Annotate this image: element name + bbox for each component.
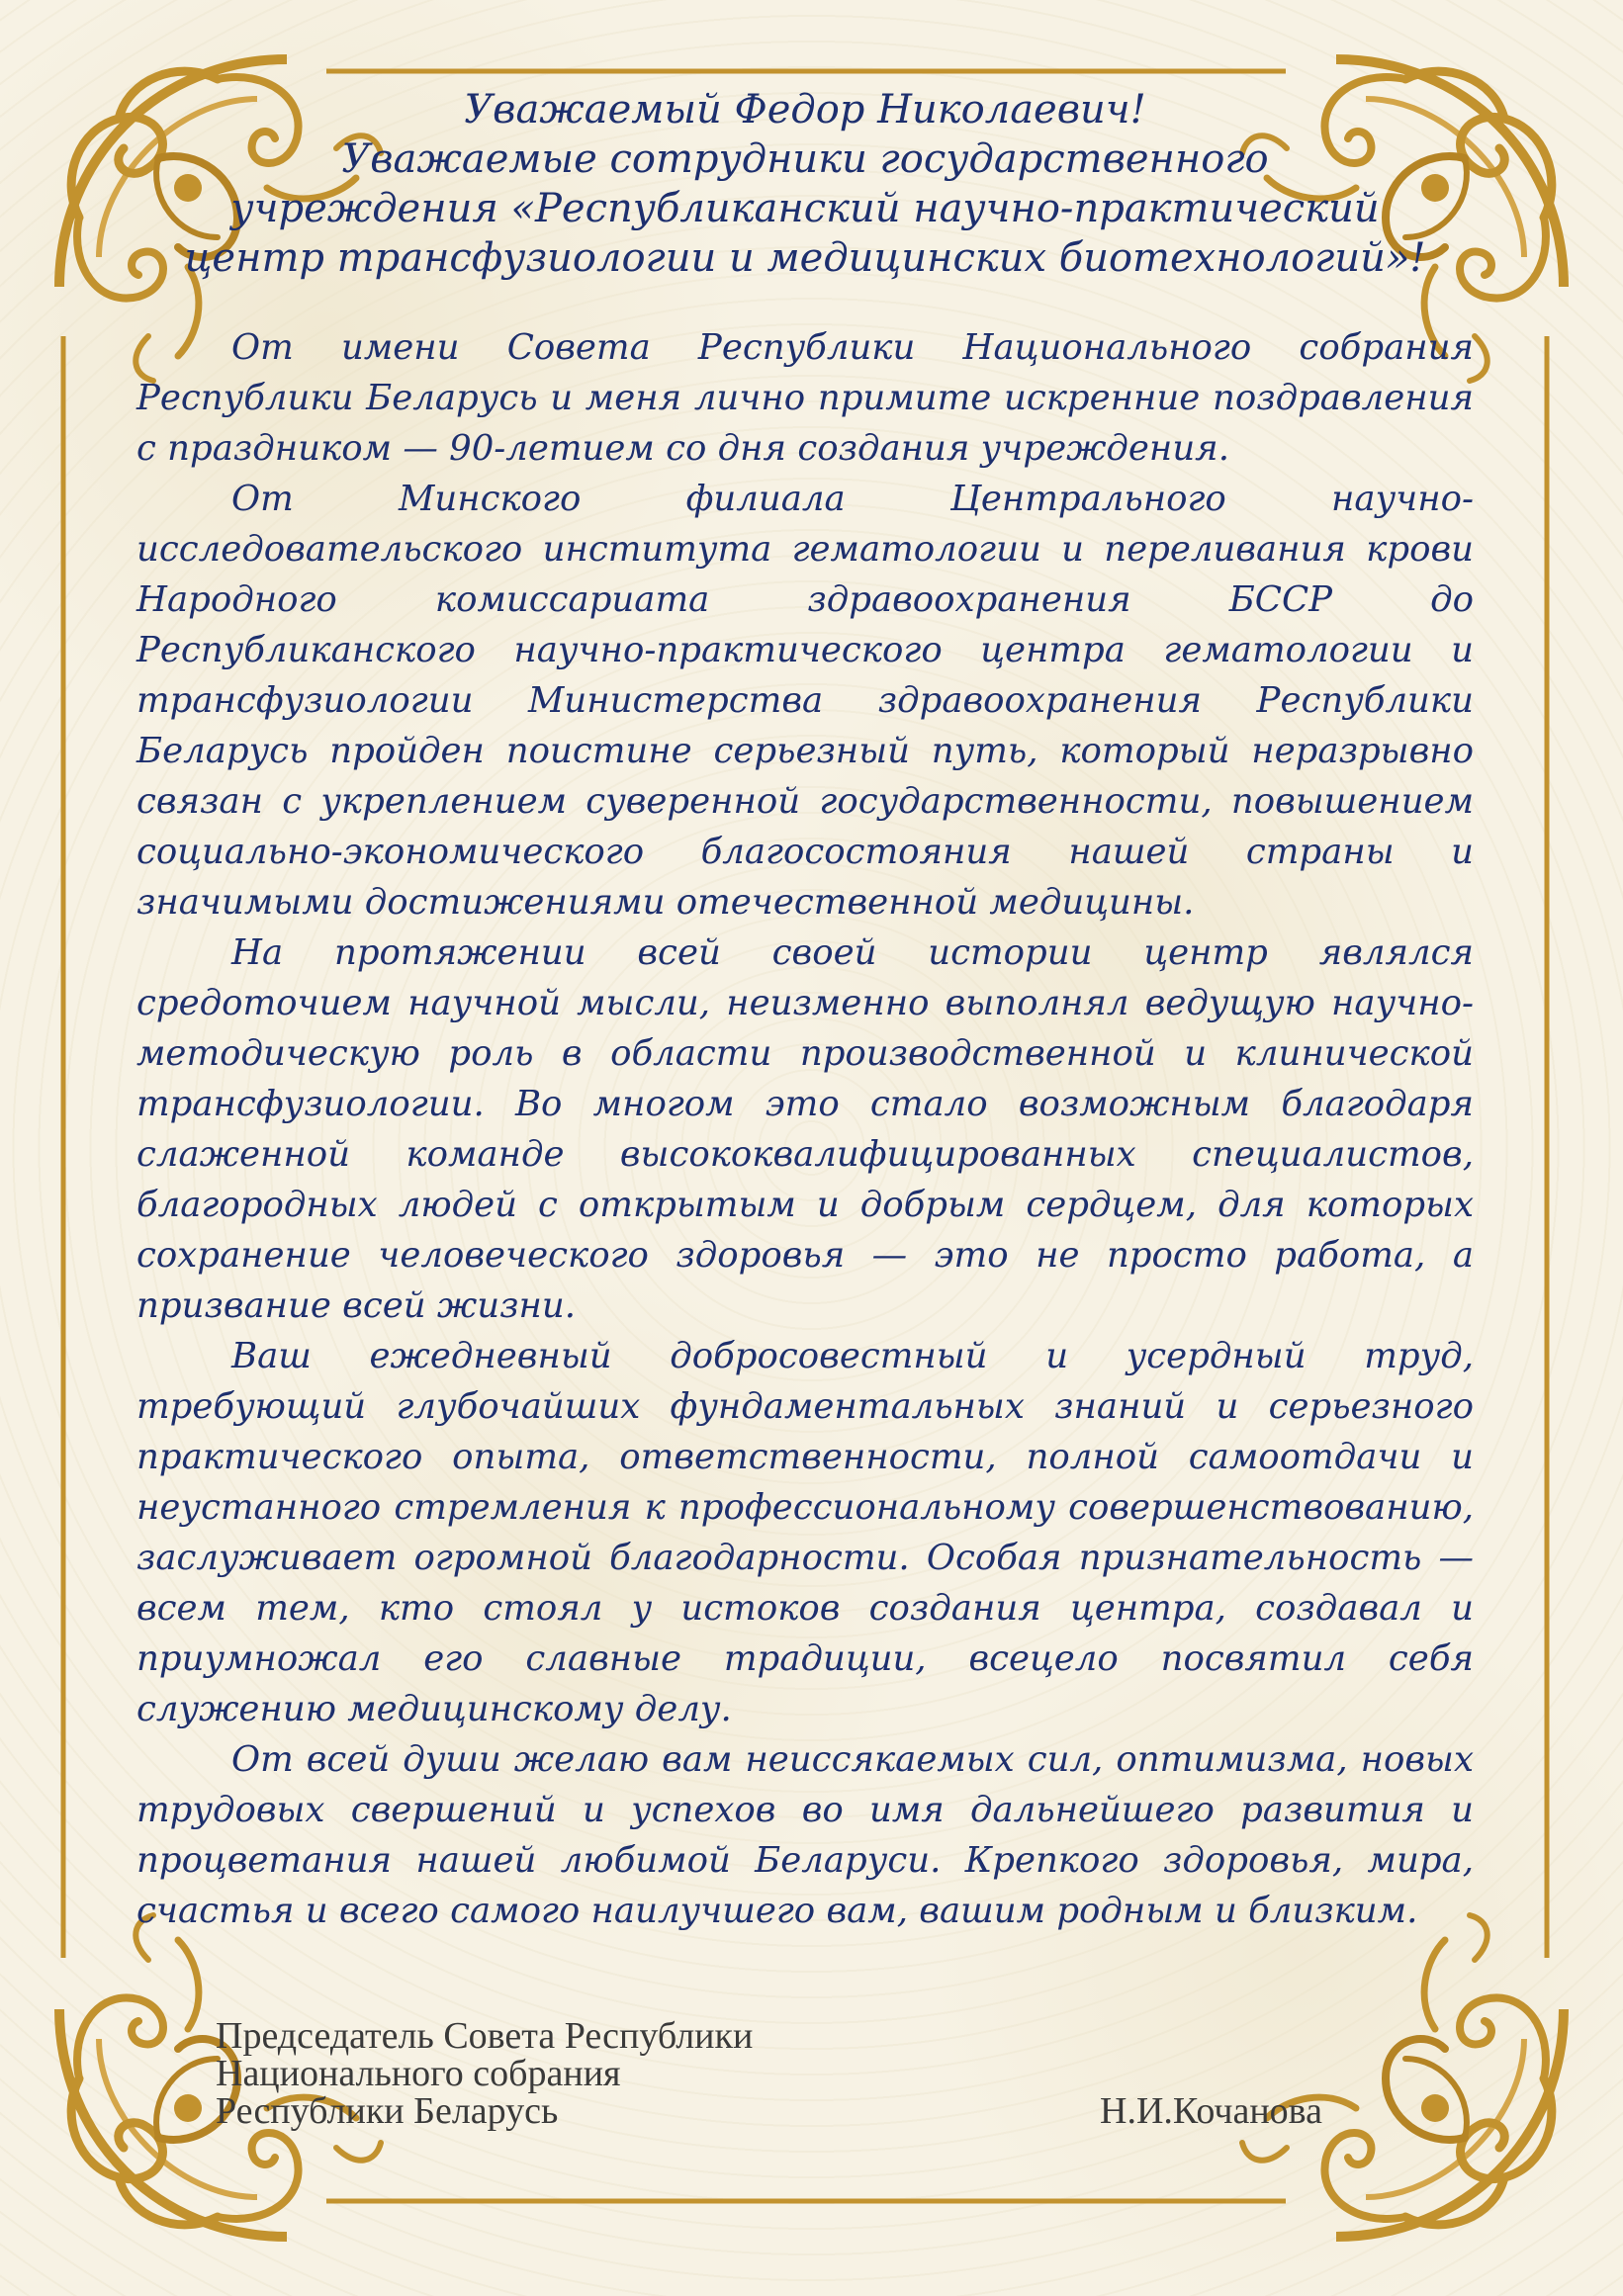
paragraph-congratulation: От имени Совета Республики Национального собрания Республики Беларусь и меня лично примите искренние поздравления с праздником — 90-летием со дня создания учреждения.	[136, 327, 1474, 469]
salutation-line-4: центр трансфузиологии и медицинских биотехнологий»!	[184, 235, 1426, 281]
salutation-line-3: учреждения «Республиканский научно-практический	[230, 186, 1380, 231]
paragraph-history: От Минского филиала Центрального научно-исследовательского института гематологии и переливания крови Народного комиссариата здравоохранения БССР до Республиканского научно-практического центра гематологии и трансфузиологии Министерства здравоохранения Республики Беларусь пройден поистине серьезный путь, который неразрывно связан с укреплением суверенной государственности, повышением социально-экономического благосостояния нашей страны и значимыми достижениями отечественной медицины.	[136, 479, 1474, 923]
signer-name: Н.И.Кочанова	[1100, 2090, 1322, 2132]
signature-title-line-2: Национального собрания	[216, 2053, 621, 2094]
signature-title-line-3: Республики Беларусь	[216, 2090, 559, 2132]
letter-content	[136, 85, 1474, 1936]
salutation-line-2: Уважаемые сотрудники государственного	[341, 136, 1269, 182]
paragraph-gratitude: Ваш ежедневный добросовестный и усердный труд, требующий глубочайших фундаментальных знаний и серьезного практического опыта, ответственности, полной самоотдачи и неустанного стремления к профессиональному совершенствованию, заслуживает огромной благодарности. Особая признательность — всем тем, кто стоял у истоков создания центра, создавал и приумножал его славные традиции, всецело посвятил себя служению медицинскому делу.	[136, 1336, 1474, 1729]
paragraph-achievements: На протяжении всей своей истории центр являлся средоточием научной мысли, неизменно выполнял ведущую научно-методическую роль в области производственной и клинической трансфузиологии. Во многом это стало возможным благодаря слаженной команде высококвалифицированных специалистов, благородных людей с открытым и добрым сердцем, для которых сохранение человеческого здоровья — это не просто работа, а призвание всей жизни.	[136, 932, 1474, 1326]
signature-title-line-1: Председатель Совета Республики	[216, 2015, 754, 2057]
paragraph-wishes: От всей души желаю вам неиссякаемых сил, оптимизма, новых трудовых свершений и успехов во имя дальнейшего развития и процветания нашей любимой Беларуси. Крепкого здоровья, мира, счастья и всего самого наилучшего вам, вашим родным и близким.	[136, 1739, 1474, 1931]
salutation-line-1: Уважаемый Федор Николаевич!	[464, 87, 1146, 132]
signature-title	[216, 2017, 753, 2130]
salutation	[136, 85, 1474, 283]
